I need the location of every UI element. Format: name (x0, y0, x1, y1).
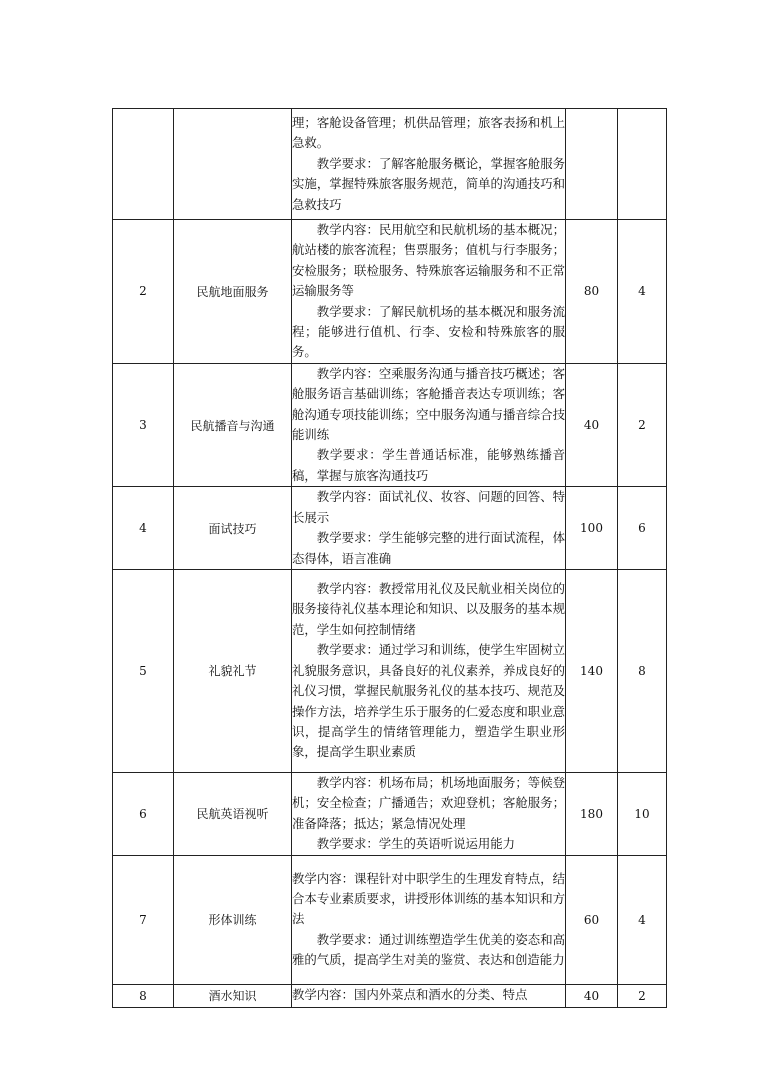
course-name-cell: 形体训练 (174, 855, 292, 984)
course-name-cell: 民航地面服务 (174, 220, 292, 364)
content-paragraph: 教学要求：了解民航机场的基本概况和服务流程；能够进行值机、行李、安检和特殊旅客的服务。 (292, 303, 565, 360)
row-number-cell: 7 (113, 855, 174, 984)
content-paragraph: 教学内容：机场布局；机场地面服务；等候登机；安全检查；广播通告；欢迎登机；客舱服务；准备降落；抵达；紧急情况处理 (292, 774, 565, 831)
row-number-cell (113, 109, 174, 220)
course-name-cell: 民航英语视听 (174, 772, 292, 855)
content-paragraph: 教学内容：教授常用礼仪及民航业相关岗位的服务接待礼仪基本理论和知识、以及服务的基本规范，学生如何控制情绪 (292, 581, 565, 637)
table-row (113, 984, 667, 1007)
table-row (113, 363, 667, 486)
credit-cell: 2 (618, 984, 667, 1007)
credit-cell: 4 (618, 855, 667, 984)
hours-cell: 180 (566, 772, 618, 855)
table-row (113, 487, 667, 570)
content-paragraph: 教学要求：了解客舱服务概论，掌握客舱服务实施，掌握特殊旅客服务规范，简单的沟通技巧和急救技巧 (292, 155, 565, 212)
table-row (113, 569, 667, 772)
hours-cell: 100 (566, 487, 618, 570)
hours-cell: 40 (566, 363, 618, 486)
course-table-body (113, 109, 667, 1008)
content-paragraph: 教学内容：面试礼仪、妆容、问题的回答、特长展示 (292, 489, 565, 525)
course-name-cell: 礼貌礼节 (174, 569, 292, 772)
course-content-cell (292, 569, 566, 772)
content-paragraph: 教学要求：通过学习和训练，使学生牢固树立礼貌服务意识，具备良好的礼仪素养，养成良好的礼仪习惯，掌握民航服务礼仪的基本技巧、规范及操作方法，培养学生乐于服务的仁爱态度和职业意识，提高学生的情绪管理能力，塑造学生职业形象，提高学生职业素质 (292, 642, 565, 760)
hours-cell: 140 (566, 569, 618, 772)
content-paragraph: 教学要求：学生普通话标准，能够熟练播音稿，掌握与旅客沟通技巧 (292, 447, 565, 483)
course-content-cell (292, 363, 566, 486)
course-content-cell (292, 220, 566, 364)
content-paragraph: 教学内容：空乘服务沟通与播音技巧概述；客舱服务语言基础训练；客舱播音表达专项训练；客舱沟通专项技能训练；空中服务沟通与播音综合技能训练 (292, 365, 565, 443)
course-content-cell (292, 109, 566, 220)
course-content-cell (292, 487, 566, 570)
course-name-cell: 民航播音与沟通 (174, 363, 292, 486)
row-number-cell: 3 (113, 363, 174, 486)
course-content-cell (292, 855, 566, 984)
course-name-cell: 酒水知识 (174, 984, 292, 1007)
table-row (113, 855, 667, 984)
row-number-cell: 8 (113, 984, 174, 1007)
content-paragraph: 教学要求：通过训练塑造学生优美的姿态和高雅的气质，提高学生对美的鉴赏、表达和创造能力 (292, 931, 565, 968)
credit-cell (618, 109, 667, 220)
content-paragraph: 教学要求：学生能够完整的进行面试流程，体态得体，语言准确 (292, 530, 565, 566)
credit-cell: 6 (618, 487, 667, 570)
course-table (112, 108, 667, 1008)
content-paragraph: 教学内容：民用航空和民航机场的基本概况；航站楼的旅客流程；售票服务；值机与行李服务；安检服务；联检服务、特殊旅客运输服务和不正常运输服务等 (292, 222, 565, 299)
content-paragraph: 教学内容：国内外菜点和酒水的分类、特点 (292, 987, 528, 1003)
course-content-cell (292, 772, 566, 855)
table-row (113, 772, 667, 855)
credit-cell: 10 (618, 772, 667, 855)
credit-cell: 8 (618, 569, 667, 772)
hours-cell: 60 (566, 855, 618, 984)
row-number-cell: 4 (113, 487, 174, 570)
course-content-cell (292, 984, 566, 1007)
course-name-cell: 面试技巧 (174, 487, 292, 570)
row-number-cell: 6 (113, 772, 174, 855)
row-number-cell: 2 (113, 220, 174, 364)
credit-cell: 4 (618, 220, 667, 364)
hours-cell (566, 109, 618, 220)
content-paragraph: 教学要求：学生的英语听说运用能力 (316, 836, 516, 852)
table-row (113, 220, 667, 364)
table-row (113, 109, 667, 220)
course-name-cell (174, 109, 292, 220)
credit-cell: 2 (618, 363, 667, 486)
content-paragraph: 理；客舱设备管理；机供品管理；旅客表扬和机上急救。 (292, 114, 565, 151)
hours-cell: 40 (566, 984, 618, 1007)
hours-cell: 80 (566, 220, 618, 364)
content-paragraph: 教学内容：课程针对中职学生的生理发育特点，结合本专业素质要求，讲授形体训练的基本知识和方法 (292, 870, 565, 927)
row-number-cell: 5 (113, 569, 174, 772)
